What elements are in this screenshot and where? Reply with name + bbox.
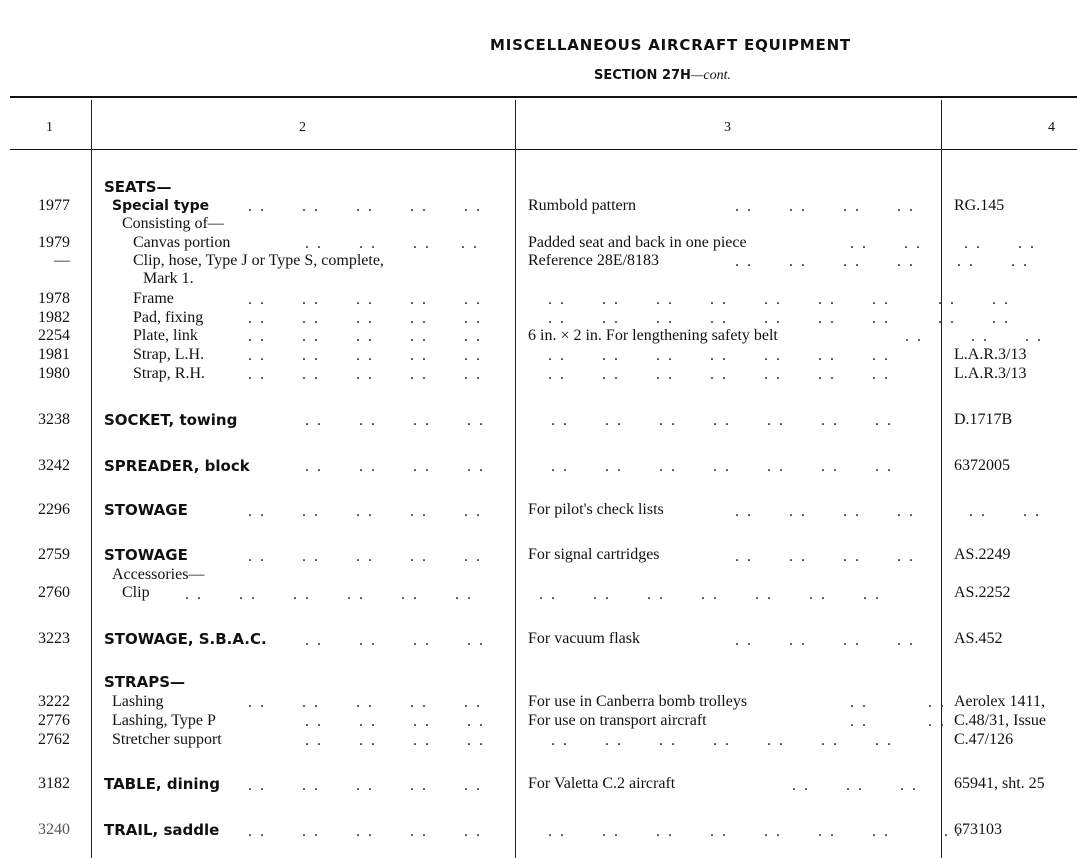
item-subheading: Consisting of— [122, 215, 224, 232]
leader-dots: . . . . . . . . . . [248, 198, 482, 215]
item-reference: C.47/126 [954, 731, 1014, 748]
row-number: 2776 [38, 712, 70, 729]
row-number: 2296 [38, 501, 70, 518]
leader-dots: . . . . . . . . . . [248, 694, 482, 711]
leader-dots: . . . . [850, 694, 946, 711]
item-name: Stretcher support [112, 731, 222, 748]
leader-dots: . . . . . . . . [735, 198, 915, 215]
section-name: SECTION 27H [594, 68, 691, 83]
item-reference: 673103 [954, 821, 1002, 838]
leader-dots: . . . . . . . . . . . . . . . . . . . . . . [305, 412, 893, 429]
item-name-continued: Mark 1. [143, 270, 194, 287]
item-heading: SPREADER, block [104, 457, 250, 475]
leader-dots: . . . . . . . . . . . . . . . . . . . . . . . . [248, 347, 890, 364]
item-description: For vacuum flask [528, 630, 640, 647]
leader-dots: . . . . . . . . [735, 632, 915, 649]
item-reference: AS.2252 [954, 584, 1011, 601]
item-description: For use on transport aircraft [528, 712, 707, 729]
item-heading: STOWAGE [104, 546, 188, 564]
header-rule [10, 149, 1077, 150]
leader-dots: . . . . . . . . . . . . . . . . . . . . . . . . . . . . [248, 310, 1010, 327]
item-name: Canvas portion [133, 234, 231, 251]
item-reference: D.1717B [954, 411, 1013, 428]
leader-dots: . . . . . . . . . . . . . . . . . . . . . . [305, 458, 893, 475]
item-reference: L.A.R.3/13 [954, 346, 1027, 363]
item-description: Padded seat and back in one piece [528, 234, 747, 251]
row-number: 3223 [38, 630, 70, 647]
row-number: 3222 [38, 693, 70, 710]
row-number: 3238 [38, 411, 70, 428]
row-number: 2254 [38, 327, 70, 344]
row-number: 3242 [38, 457, 70, 474]
item-description: For signal cartridges [528, 546, 660, 563]
item-name: Lashing, Type P [112, 712, 216, 729]
item-heading: TRAIL, saddle [104, 821, 220, 839]
leader-dots: . . . . . . . . . . . . . . . . . . . . . . . . . . [248, 823, 962, 840]
item-description: 6 in. × 2 in. For lengthening safety belt [528, 327, 778, 344]
leader-dots: . . . . . . . . . . . . [735, 503, 1041, 520]
item-heading: STOWAGE [104, 501, 188, 519]
leader-dots: . . . . . . . . [305, 632, 485, 649]
leader-dots: . . . . [850, 713, 946, 730]
row-number: 1979 [38, 234, 70, 251]
row-number: 1977 [38, 197, 70, 214]
item-description: Rumbold pattern [528, 197, 636, 214]
leader-dots: . . . . . . . . [850, 235, 1036, 252]
item-name: Strap, R.H. [133, 365, 205, 382]
leader-dots: . . . . . . . . . . . . . . . . . . . . . . [305, 732, 893, 749]
item-name: Strap, L.H. [133, 346, 205, 363]
item-reference: L.A.R.3/13 [954, 365, 1027, 382]
item-name: Clip, hose, Type J or Type S, complete, [133, 252, 384, 269]
item-reference: 65941, sht. 25 [954, 775, 1045, 792]
item-heading: SEATS— [104, 178, 172, 196]
leader-dots: . . . . . . . . . . [248, 328, 482, 345]
item-name: Special type [112, 198, 210, 214]
column-header-3: 3 [724, 120, 731, 135]
item-heading: STOWAGE, S.B.A.C. [104, 630, 267, 648]
leader-dots: . . . . . . . . . . . . . . . . . . . . . . . . . . . . [248, 291, 1010, 308]
leader-dots: . . . . . . . . . . . . [735, 253, 1029, 270]
row-number: 3182 [38, 775, 70, 792]
item-heading: SOCKET, towing [104, 411, 238, 429]
leader-dots: . . . . . . . . [305, 713, 485, 730]
column-header-2: 2 [299, 120, 306, 135]
item-reference: C.48/31, Issue [954, 712, 1046, 729]
item-description: For use in Canberra bomb trolleys [528, 693, 748, 710]
row-number: 1978 [38, 290, 70, 307]
leader-dots: . . . . . . [905, 328, 1043, 345]
item-name: Lashing [112, 693, 164, 710]
item-reference: RG.145 [954, 197, 1005, 214]
row-number: 1981 [38, 346, 70, 363]
leader-dots: . . . . . . . . [305, 235, 479, 252]
row-number: 2760 [38, 584, 70, 601]
item-name: Frame [133, 290, 174, 307]
leader-dots: . . . . . . [792, 777, 918, 794]
column-divider-3 [941, 100, 942, 858]
item-heading: TABLE, dining [104, 775, 220, 793]
row-number: 2762 [38, 731, 70, 748]
section-suffix: —cont. [690, 68, 731, 83]
column-header-4: 4 [1048, 120, 1055, 135]
row-number: 3240 [38, 821, 70, 838]
leader-dots: . . . . . . . . . . [248, 548, 482, 565]
item-description: For pilot's check lists [528, 501, 664, 518]
row-number: — [54, 252, 70, 269]
column-divider-1 [91, 100, 92, 858]
column-header-1: 1 [46, 120, 53, 135]
item-name: Pad, fixing [133, 309, 204, 326]
row-number: 1982 [38, 309, 70, 326]
item-reference: AS.452 [954, 630, 1003, 647]
item-name: Plate, link [133, 327, 198, 344]
item-heading: STRAPS— [104, 673, 185, 691]
leader-dots: . . . . . . . . . . . . . . . . . . . . . . . . . . [185, 586, 881, 603]
item-reference: Aerolex 1411, [954, 693, 1045, 710]
document-title: MISCELLANEOUS AIRCRAFT EQUIPMENT [490, 36, 851, 54]
leader-dots: . . . . . . . . [735, 548, 915, 565]
item-description: Reference 28E/8183 [528, 252, 660, 269]
item-reference: AS.2249 [954, 546, 1011, 563]
row-number: 2759 [38, 546, 70, 563]
top-rule [10, 96, 1077, 98]
leader-dots: . . . . . . . . . . . . . . . . . . . . . . . . [248, 366, 890, 383]
item-name: Clip [122, 584, 150, 601]
row-number: 1980 [38, 365, 70, 382]
item-description: For Valetta C.2 aircraft [528, 775, 676, 792]
item-subheading: Accessories— [112, 566, 205, 583]
item-reference: 6372005 [954, 457, 1010, 474]
leader-dots: . . . . . . . . . . [248, 503, 482, 520]
section-label [594, 68, 731, 84]
leader-dots: . . . . . . . . . . [248, 777, 482, 794]
